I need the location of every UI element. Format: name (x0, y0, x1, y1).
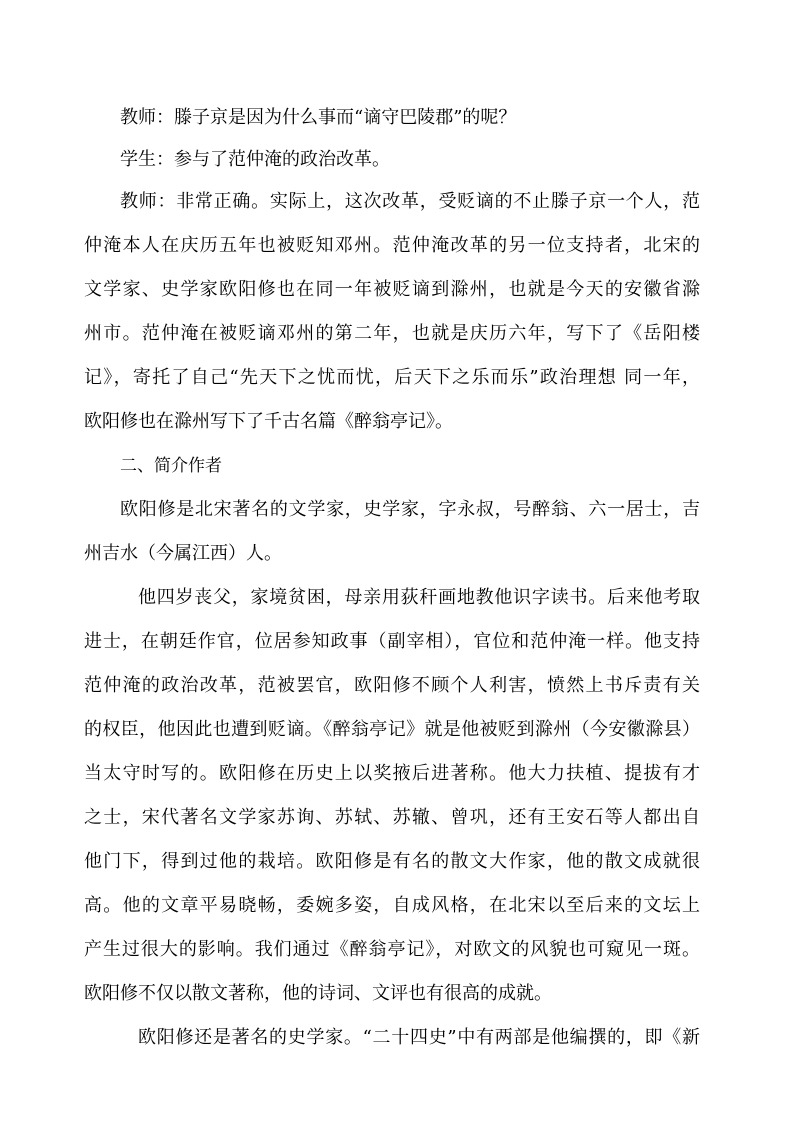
paragraph-teacher-line-3: 文学家、史学家欧阳修也在同一年被贬谪到滁州，也就是今天的安徽省滁 (84, 279, 700, 300)
paragraph-historian-line-1: 欧阳修还是著名的史学家。“二十四史”中有两部是他编撰的，即《新 (138, 1027, 700, 1048)
paragraph-teacher-line-2: 仲淹本人在庆历五年也被贬知邓州。范仲淹改革的另一位支持者，北宋的 (84, 235, 700, 256)
paragraph-teacher-line-5: 记》，寄托了自己“先天下之忧而忧，后天下之乐而乐”政治理想 同一年， (84, 367, 700, 388)
paragraph-life-line-1: 他四岁丧父，家境贫困，母亲用荻秆画地教他识字读书。后来他考取 (138, 587, 700, 608)
paragraph-author-line-1: 欧阳修是北宋著名的文学家，史学家，字永叔，号醉翁、六一居士，吉 (120, 499, 700, 520)
paragraph-life-line-3: 范仲淹的政治改革，范被罢官，欧阳修不顾个人利害，愤然上书斥责有关 (84, 675, 700, 696)
paragraph-life-line-5: 当太守时写的。欧阳修在历史上以奖掖后进著称。他大力扶植、提拔有才 (84, 763, 700, 784)
paragraph-teacher-line-6: 欧阳修也在滁州写下了千古名篇《醉翁亭记》。 (84, 411, 453, 432)
paragraph-teacher-line-4: 州市。范仲淹在被贬谪邓州的第二年，也就是庆历六年，写下了《岳阳楼 (84, 323, 700, 344)
dialogue-student-answer: 学生：参与了范仲淹的政治改革。 (120, 149, 390, 170)
section-heading: 二、简介作者 (120, 456, 222, 476)
paragraph-life-line-9: 产生过很大的影响。我们通过《醉翁亭记》，对欧文的风貌也可窥见一斑。 (84, 939, 700, 960)
paragraph-teacher-line-1: 教师：非常正确。实际上，这次改革，受贬谪的不止滕子京一个人，范 (120, 191, 700, 212)
dialogue-teacher-question: 教师：滕子京是因为什么事而“谪守巴陵郡”的呢？ (120, 107, 517, 128)
paragraph-life-line-4: 的权臣，他因此也遭到贬谪。《醉翁亭记》就是他被贬到滁州（今安徽滁县） (84, 719, 700, 740)
paragraph-life-line-7: 他门下，得到过他的栽培。欧阳修是有名的散文大作家，他的散文成就很 (84, 851, 700, 872)
paragraph-life-line-8: 高。他的文章平易晓畅，委婉多姿，自成风格，在北宋以至后来的文坛上 (84, 895, 700, 916)
paragraph-life-line-10: 欧阳修不仅以散文著称，他的诗词、文评也有很高的成就。 (84, 983, 552, 1004)
paragraph-life-line-2: 进士，在朝廷作官，位居参知政事（副宰相），官位和范仲淹一样。他支持 (84, 631, 700, 652)
paragraph-author-line-2: 州吉水（今属江西）人。 (84, 543, 282, 564)
paragraph-life-line-6: 之士，宋代著名文学家苏询、苏轼、苏辙、曾巩，还有王安石等人都出自 (84, 807, 700, 828)
